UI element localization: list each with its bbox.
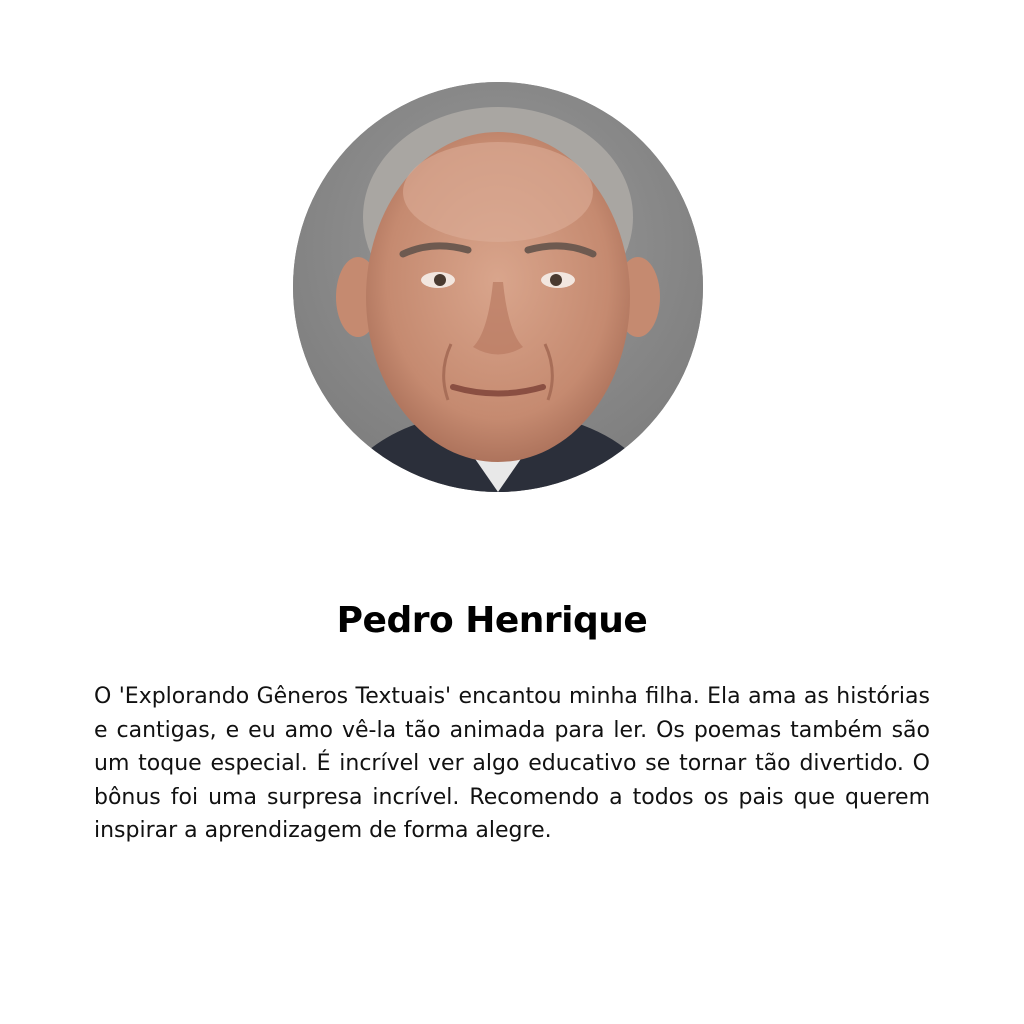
profile-avatar: [293, 82, 703, 492]
testimonial-text: O 'Explorando Gêneros Textuais' encantou minha filha. Ela ama as histórias e cantigas, e eu amo vê-la tão animada para ler. Os poemas também são um toque especial. É incrível ver algo educativo se tornar tão divertido. O bônus foi uma surpresa incrível. Recomendo a todos os pais que querem inspirar a aprendizagem de forma alegre.: [94, 684, 930, 844]
portrait-photo-icon: [293, 82, 703, 492]
reviewer-name: Pedro Henrique: [336, 600, 648, 641]
